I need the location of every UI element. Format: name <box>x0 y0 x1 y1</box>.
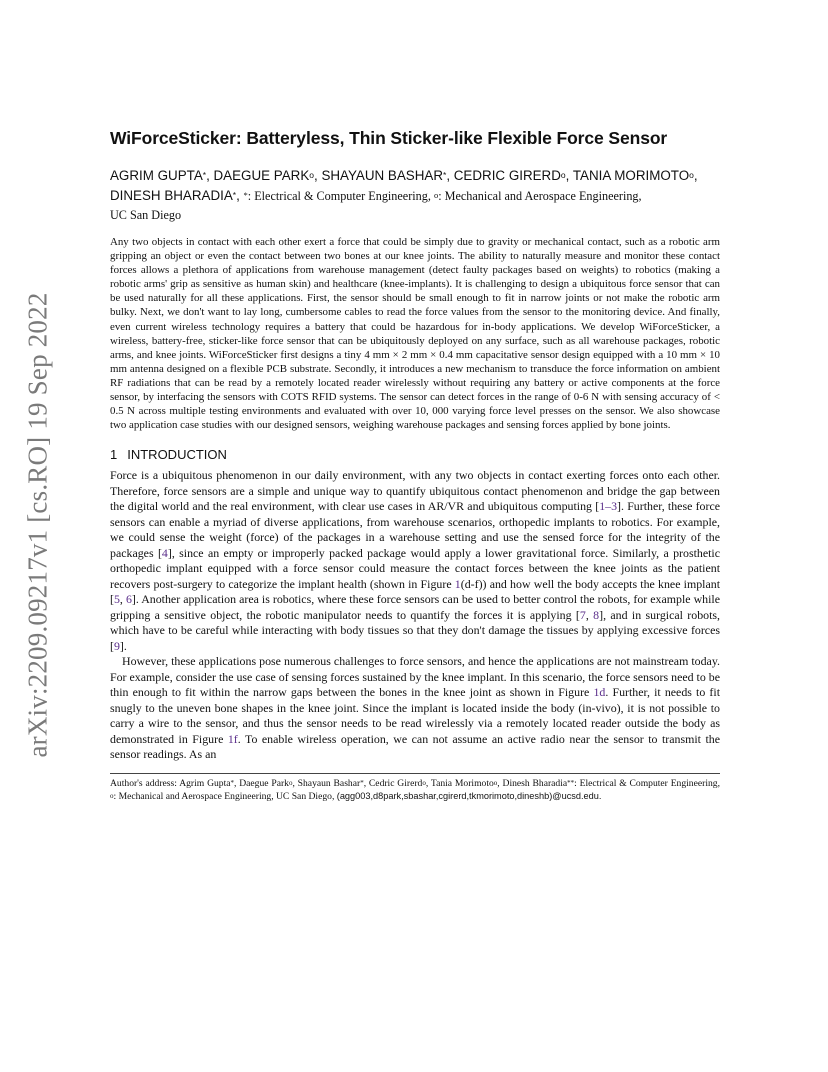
footnote-text: , Shayaun Bashar <box>292 777 361 789</box>
affiliation-mark: o <box>560 170 566 180</box>
citation-link[interactable]: 1–3 <box>599 499 618 514</box>
footnote-text: , Tania Morimoto <box>425 777 494 789</box>
author-name: DINESH BHARADIA <box>110 188 233 203</box>
affiliation-mark: * <box>230 778 235 787</box>
affiliation-mark: * <box>567 778 571 787</box>
paper-title: WiForceSticker: Batteryless, Thin Sticker-like Flexible Force Sensor <box>110 128 668 148</box>
citation-link[interactable]: 1d <box>593 685 606 700</box>
citation-link[interactable]: 1f <box>227 731 238 746</box>
paragraph-text: ], and in surgical robots, which have to be careful while interacting with body tissues so that they don't damage the tissues by applying excessive forces [ <box>110 607 721 653</box>
paragraph-text: ], since an empty or improperly packed package would apply a lower gravitational force. Similarly, a prosthetic orthopedic implant equipped with a force sensor could measure the contact forces between the knee joints as the patient recovers post-surgery to categorize the implant health (shown in Figure <box>110 545 720 591</box>
author-line-1 <box>110 168 698 183</box>
affiliation-mark: * <box>202 170 207 180</box>
footnote-text: : Mechanical and Aerospace Engineering, UC San Diego, <box>113 790 337 802</box>
paragraph-text: ]. <box>119 638 127 653</box>
affiliation-mark: * <box>360 778 364 787</box>
affiliation-mark: o <box>433 190 439 200</box>
paragraph-text: , <box>119 592 126 607</box>
affiliation-mark: o <box>493 778 498 787</box>
paragraph-text: . Further, it needs to fit snugly to the uneven bone shapes in the knee joint. Since the implant is located inside the body (in-vivo), it is not possible to carry a wire to the sensor, and thus the sensor needs to be read wirelessly via a remotely located reader outside the body as demonstrated in Figure <box>110 685 720 746</box>
affiliation-mark: * <box>570 778 575 787</box>
paragraph-text: , <box>585 607 594 622</box>
author-list: AGRIM GUPTA*, DAEGUE PARK$^o$, SHAYAUN BASHAR*, CEDRIC GIRERD$^o$, TANIA MORIMOTO$^o$, DINESH BHARADIA*, *: Electrical & Computer Engineering, $^o$: Mechanical and Aerospace Engineering, <box>110 168 698 203</box>
footnote-text: : Electrical & Computer Engineering, <box>574 777 720 789</box>
section-heading <box>110 447 720 462</box>
paragraph-text: (d-f)) and how well the body accepts the knee implant [ <box>110 576 720 607</box>
affiliation-mark: o <box>288 778 293 787</box>
paragraph-text: . To enable wireless operation, we can not assume an active radio near the sensor to transmit the sensor readings. As an <box>110 731 720 762</box>
author-name: AGRIM GUPTA <box>110 168 203 183</box>
affiliation-mark: * <box>443 170 447 180</box>
author-separator: , <box>206 168 214 183</box>
citation-link[interactable]: 8 <box>593 607 600 622</box>
paragraph-text: Force is a ubiquitous phenomenon in our daily environment, with any two objects in contact exerting forces onto each other. Therefore, force sensors are a simple and unique way to quantify ubiquitous contact phenomenon and bridge the gap between the digital world and the real environment, with clear use cases in AR/VR and ubiquitous computing [ <box>110 468 720 514</box>
author-name: DAEGUE PARK <box>213 168 310 183</box>
affiliation-mark: o <box>689 170 694 180</box>
author-emails[interactable]: (agg003,d8park,sbashar,cgirerd,tkmorimoto,dineshb)@ucsd.edu. <box>336 790 602 801</box>
section-number: 1 <box>110 447 118 463</box>
abstract: Any two objects in contact with each other exert a force that could be simply due to gravity or mechanical contact, such as a robotic arm gripping an object or even the contact between two bones at our knee joints. The ability to naturally measure and monitor these contact forces allows a plethora of applications from warehouse management (detect faulty packages based on weights) to robotics (making a robotic arms' grip as sensitive as human skin) and healthcare (knee-implants). It is challenging to design a ubiquitous force sensor that can be used naturally for all these applications. First, the sensor should be small enough to fit in narrow joints or not make the robotic arm bulky. Next, we don't want to lay long, cumbersome cables to read the force values from the sensor to the monitoring device. And finally, even current wireless technology requires a battery that could be hazardous for in-body applications. We develop WiForceSticker, a wireless, battery-free, sticker-like force sensor that can be ubiquitously deployed on any surface, such as all warehouse packages, robotic arms, and knee joints. WiForceSticker first designs a tiny 4 mm × 2 mm × 0.4 mm capacitative sensor design equipped with a 10 mm × 10 mm antenna designed on a flexible PCB substrate. Secondly, it introduces a new mechanism to transduce the force information on ambient RF radiations that can be read by a remotely located reader wirelessly without requiring any battery or active components at the force sensor, by interfacing the sensors with COTS RFID systems. The sensor can detect forces in the range of 0-6 N with sensing accuracy of < 0.5 N across multiple testing environments and evaluated with over 10, 000 varying force level presses on the sensor. We also showcase two application case studies with our designed sensors, weighing warehouse packages and sensing forces applied by bone joints. <box>110 236 720 432</box>
affiliation-mark: * <box>232 190 237 200</box>
affiliation-2: : Mechanical and Aerospace Engineering, <box>438 189 642 203</box>
body-text <box>110 468 720 763</box>
author-footnote <box>110 777 720 803</box>
paragraph-text: However, these applications pose numerous challenges to force sensors, and hence the applications are not mainstream today. For example, consider the use case of sensing forces sustained by the knee implant. In this scenario, the force sensors need to be thin enough to fit within the narrow gaps between the bones in the knee joint as shown in Figure <box>110 654 720 700</box>
citation-link[interactable]: 7 <box>579 607 586 622</box>
citation-link[interactable]: 1 <box>454 576 461 591</box>
footnote-text: Author's address: Agrim Gupta <box>110 777 231 789</box>
paragraph <box>110 468 720 654</box>
citation-link[interactable]: 4 <box>161 545 168 560</box>
paragraph-text: ]. Further, these force sensors can enable a myriad of diverse applications, from warehouse scenarios, orthopedic implants to robotics. For example, we could sense the weight (force) of the packages in a warehouse setting and use the sensed force for the integrity of the packages [ <box>110 499 720 560</box>
citation-link[interactable]: 6 <box>125 592 132 607</box>
affiliation-1: : Electrical & Computer Engineering, <box>247 189 431 203</box>
footnote-text: , Daegue Park <box>234 777 289 789</box>
footnote-text: , Dinesh Bharadia <box>497 777 568 789</box>
author-separator: , <box>693 168 698 183</box>
affiliation-mark: * <box>243 190 248 200</box>
arxiv-identifier-text: arXiv:2209.09217v1 [cs.RO] 19 Sep 2022 <box>22 292 53 758</box>
paragraph-text: ]. Another application area is robotics, where these force sensors can be used to better control the robots, for example while gripping a sensitive object, the robotic manipulator needs to quantify the forces it is applying [ <box>110 592 720 622</box>
paper-page <box>110 128 720 803</box>
author-name: TANIA MORIMOTO <box>572 168 690 183</box>
citation-link[interactable]: 9 <box>113 638 120 653</box>
footnote-rule <box>110 773 720 774</box>
affiliation-mark: o <box>110 791 114 800</box>
affiliation-mark: o <box>309 170 314 180</box>
paragraph <box>110 654 720 763</box>
author-name: SHAYAUN BASHAR <box>321 168 443 183</box>
footnote-text: , Cedric Girerd <box>363 777 423 789</box>
author-name: CEDRIC GIRERD <box>453 168 561 183</box>
affiliation-mark: o <box>422 778 426 787</box>
author-separator: , <box>314 168 322 183</box>
section-title: INTRODUCTION <box>127 447 227 463</box>
citation-link[interactable]: 5 <box>113 592 120 607</box>
affiliation-3: UC San Diego <box>110 208 182 222</box>
author-separator: , <box>565 168 573 183</box>
arxiv-identifier <box>18 290 58 760</box>
author-separator: , <box>446 168 454 183</box>
affiliation-text <box>244 189 642 203</box>
